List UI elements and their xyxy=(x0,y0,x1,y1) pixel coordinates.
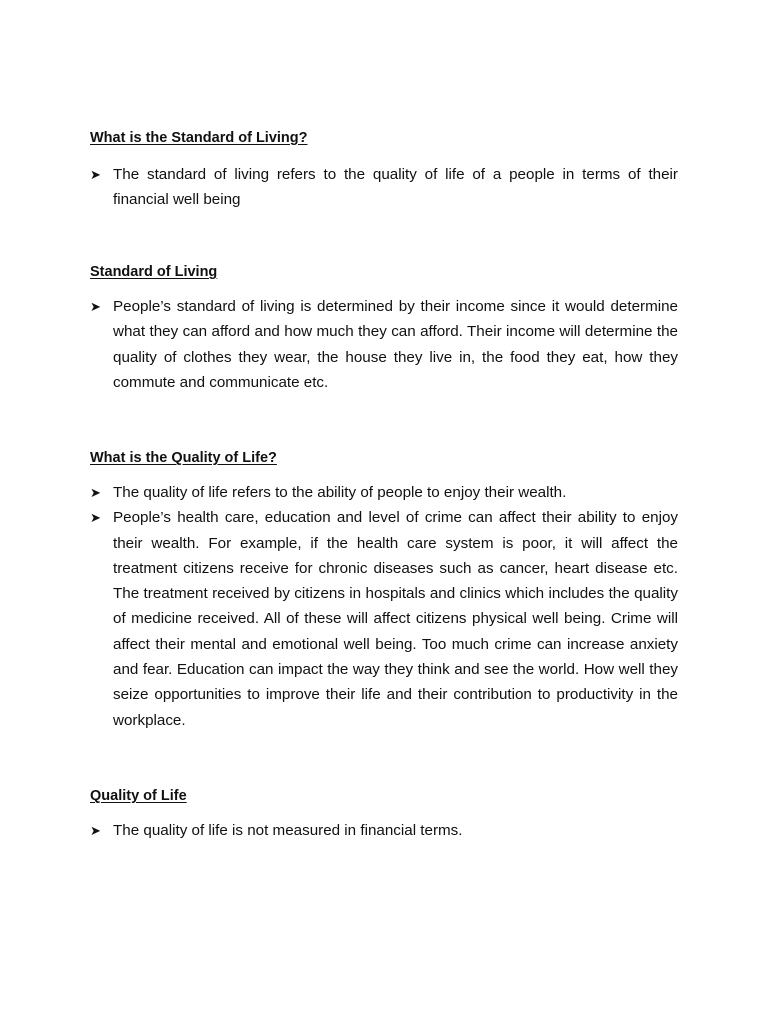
bullet-list xyxy=(90,480,678,733)
bullet-text: The standard of living refers to the quality of life of a people in terms of their financial well being xyxy=(113,166,678,209)
list-item xyxy=(90,162,678,213)
arrow-bullet-icon: ➤ xyxy=(90,167,101,182)
section-quality-of-life xyxy=(90,786,678,843)
list-item xyxy=(90,818,678,843)
section-standard-of-living-question xyxy=(90,128,678,213)
bullet-text: People’s standard of living is determined by their income since it would determine what they can afford and how much they can afford. Their income will determine the quality of clothes they wear, the house they live in, the food they eat, how they commute and communicate etc. xyxy=(113,298,678,391)
bullet-text: People’s health care, education and level of crime can affect their ability to enjoy their wealth. For example, if the health care system is poor, it will affect the treatment citizens receive for chronic diseases such as cancer, heart disease etc. The treatment received by citizens in hospitals and clinics which includes the quality of medicine received. All of these will affect citizens physical well being. Crime will affect their mental and emotional well being. Too much crime can increase anxiety and fear. Education can impact the way they think and see the world. How well they seize opportunities to improve their life and their contribution to productivity in the workplace. xyxy=(113,509,678,729)
list-item xyxy=(90,505,678,733)
section-heading: Quality of Life xyxy=(90,788,187,804)
section-heading: What is the Standard of Living? xyxy=(90,130,308,146)
list-item xyxy=(90,294,678,395)
section-heading: Standard of Living xyxy=(90,264,218,280)
arrow-bullet-icon: ➤ xyxy=(90,299,101,314)
section-quality-of-life-question xyxy=(90,448,678,733)
section-heading: What is the Quality of Life? xyxy=(90,450,277,466)
list-item xyxy=(90,480,678,505)
bullet-list xyxy=(90,162,678,213)
bullet-text: The quality of life is not measured in financial terms. xyxy=(113,822,463,839)
bullet-list xyxy=(90,818,678,843)
section-standard-of-living xyxy=(90,262,678,395)
arrow-bullet-icon: ➤ xyxy=(90,823,101,838)
bullet-text: The quality of life refers to the ability of people to enjoy their wealth. xyxy=(113,484,567,501)
arrow-bullet-icon: ➤ xyxy=(90,485,101,500)
arrow-bullet-icon: ➤ xyxy=(90,510,101,526)
bullet-list xyxy=(90,294,678,395)
